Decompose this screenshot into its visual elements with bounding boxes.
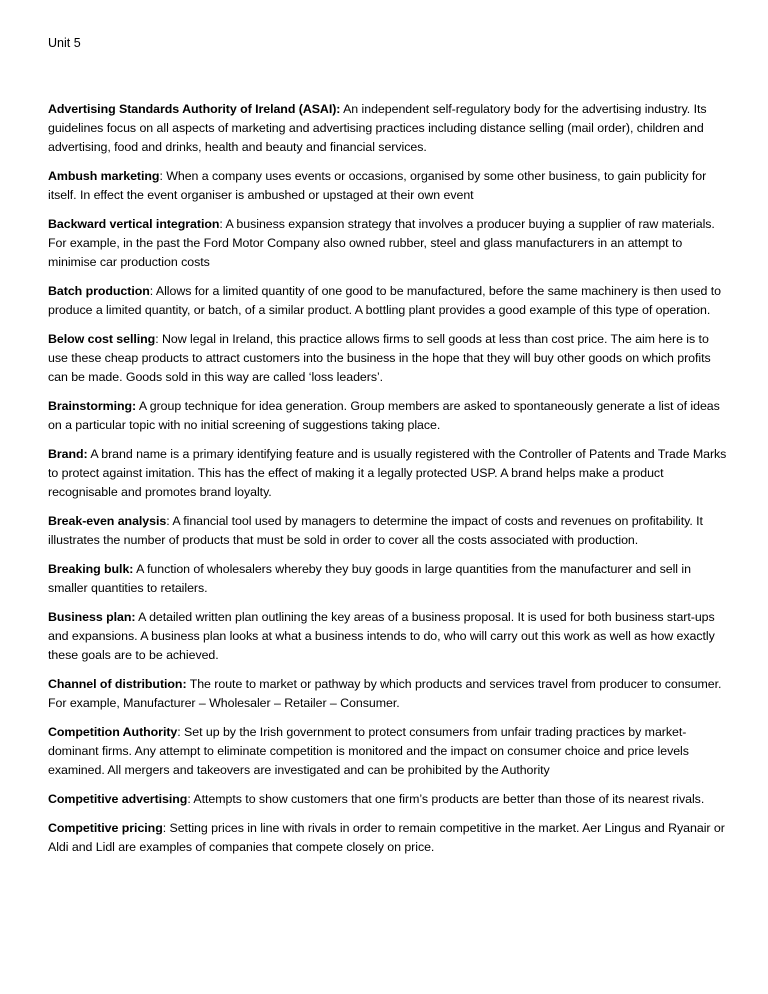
glossary-term: Breaking bulk: xyxy=(48,562,134,576)
glossary-entry xyxy=(48,723,728,780)
glossary-definition: : Now legal in Ireland, this practice allows firms to sell goods at less than cost price. The aim here is to use these cheap products to attract customers into the business in the hope that they will buy other goods on which profits can be made. Goods sold in this way are called ‘loss leaders’. xyxy=(48,332,711,384)
glossary-term: Below cost selling xyxy=(48,332,156,346)
glossary-definition: A function of wholesalers whereby they buy goods in large quantities from the manufacturer and sell in smaller quantities to retailers. xyxy=(48,562,691,595)
glossary-definition: A brand name is a primary identifying feature and is usually registered with the Controller of Patents and Trade Marks to protect against imitation. This has the effect of making it a legally protected USP. A brand helps make a product recognisable and promotes brand loyalty. xyxy=(48,447,727,499)
glossary-definition: : Setting prices in line with rivals in order to remain competitive in the market. Aer Lingus and Ryanair or Aldi and Lidl are examples of companies that compete closely on price. xyxy=(48,821,725,854)
glossary-entry xyxy=(48,100,728,157)
glossary-entry xyxy=(48,560,728,598)
glossary-definition: A group technique for idea generation. Group members are asked to spontaneously generate a list of ideas on a particular topic with no initial screening of suggestions taking place. xyxy=(48,399,720,432)
glossary-definition: : Set up by the Irish government to protect consumers from unfair trading practices by market-dominant firms. Any attempt to eliminate competition is monitored and the impact on consumer choice and price levels examined. All mergers and takeovers are investigated and can be prohibited by the Authority xyxy=(48,725,689,777)
glossary-entry xyxy=(48,790,728,809)
glossary-definition: : A financial tool used by managers to determine the impact of costs and revenues on profitability. It illustrates the number of products that must be sold in order to cover all the costs associated with production. xyxy=(48,514,703,547)
glossary-term: Advertising Standards Authority of Ireland (ASAI): xyxy=(48,102,341,116)
glossary-term: Break-even analysis xyxy=(48,514,167,528)
glossary-definition: The route to market or pathway by which products and services travel from producer to consumer. For example, Manufacturer – Wholesaler – Retailer – Consumer. xyxy=(48,677,722,710)
unit-header: Unit 5 xyxy=(48,36,81,50)
glossary-entry xyxy=(48,167,728,205)
glossary-entry xyxy=(48,512,728,550)
glossary-entry xyxy=(48,215,728,272)
glossary-entry xyxy=(48,608,728,665)
glossary-entry xyxy=(48,819,728,857)
glossary-definition: : When a company uses events or occasions, organised by some other business, to gain publicity for itself. In effect the event organiser is ambushed or upstaged at their own event xyxy=(48,169,707,202)
glossary-term: Business plan: xyxy=(48,610,136,624)
glossary-term: Batch production xyxy=(48,284,150,298)
glossary-entry xyxy=(48,445,728,502)
glossary-term: Backward vertical integration xyxy=(48,217,220,231)
glossary-definition: : A business expansion strategy that involves a producer buying a supplier of raw materials. For example, in the past the Ford Motor Company also owned rubber, steel and glass manufacturers in an attempt to minimise car production costs xyxy=(48,217,715,269)
glossary-entry xyxy=(48,330,728,387)
glossary-entry xyxy=(48,397,728,435)
glossary-term: Channel of distribution: xyxy=(48,677,187,691)
glossary-term: Brand: xyxy=(48,447,88,461)
glossary-definition: : Attempts to show customers that one firm’s products are better than those of its nearest rivals. xyxy=(187,792,705,806)
glossary-entry xyxy=(48,282,728,320)
glossary-term: Competition Authority xyxy=(48,725,178,739)
glossary-list xyxy=(48,100,728,857)
glossary-definition: A detailed written plan outlining the key areas of a business proposal. It is used for both business start-ups and expansions. A business plan looks at what a business intends to do, who will carry out this work as well as how exactly these goals are to be achieved. xyxy=(48,610,715,662)
glossary-term: Competitive pricing xyxy=(48,821,163,835)
glossary-term: Brainstorming: xyxy=(48,399,137,413)
glossary-term: Competitive advertising xyxy=(48,792,188,806)
glossary-entry xyxy=(48,675,728,713)
glossary-definition: An independent self-regulatory body for the advertising industry. Its guidelines focus on all aspects of marketing and advertising practices including distance selling (mail order), children and advertising, food and drinks, health and beauty and financial services. xyxy=(48,102,707,154)
glossary-definition: : Allows for a limited quantity of one good to be manufactured, before the same machinery is then used to produce a limited quantity, or batch, of a similar product. A bottling plant provides a good example of this type of operation. xyxy=(48,284,722,317)
glossary-term: Ambush marketing xyxy=(48,169,160,183)
